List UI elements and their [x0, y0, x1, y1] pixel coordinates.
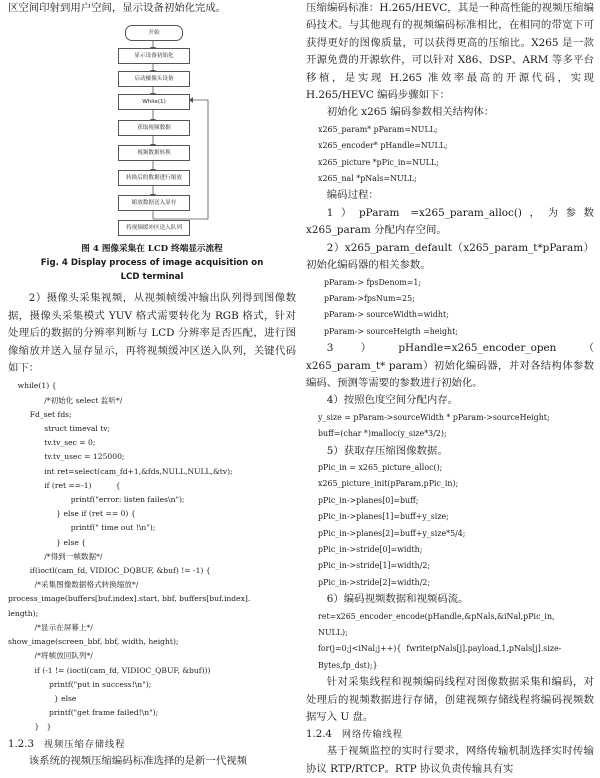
code-line: pParam-> sourceHeigth =height; — [324, 326, 458, 336]
code-line: printf("put in success!\n"); — [8, 679, 152, 689]
code-line: Fd_set fds; — [8, 409, 72, 419]
flow-convert: 视频数据转换 — [118, 145, 190, 161]
code-line: while(1) { — [8, 381, 57, 391]
process-title: 编码过程： — [326, 189, 379, 202]
flow-camera-start: 启动摄像头设备 — [118, 71, 190, 87]
code-line: printf(" time out !\n"); — [8, 523, 156, 533]
code-line: ret=x265_encoder_encode(pHandle,&pNals,&iNal,pPic_in, — [318, 611, 555, 621]
step-2: 2）x265_param_default（x265_param_t*pParam）初始化编码器的相关参数。 — [306, 241, 594, 272]
code-line: process_image(buffers[buf.index].start, bbf, buffers[buf.index]. — [8, 594, 251, 604]
code-line: x265_encoder* pHandle=NULL; — [318, 141, 448, 151]
figure-caption-en-1: Fig. 4 Display process of image acquisition on — [40, 258, 264, 269]
section-1-2-3 — [8, 736, 296, 753]
code-line: /*显示在屏幕上*/ — [8, 622, 93, 632]
flow-display-init: 显示设备初始化 — [118, 48, 190, 64]
section-number: 1.2.4 — [306, 729, 332, 741]
code-line: pPic_in->stride[2]=width/2; — [318, 577, 431, 587]
code-line: /*采集图像数据格式转换缩放*/ — [8, 580, 139, 590]
code-line: tv.tv_usec = 125000; — [8, 452, 125, 462]
code-line: Bytes,fp_dst);} — [318, 660, 378, 670]
section-number: 1.2.3 — [8, 738, 34, 750]
code-line: length); — [8, 608, 39, 618]
step-4: 4）按照色度空间分配内存。 — [326, 394, 459, 407]
code-line: } else — [8, 693, 77, 703]
right-para-end: 针对采集线程和视频编码线程对图像数据采集和编码，对处理后的视频数据进行存储，创建视频存储线程将编码视频数据写入 U 盘。 — [306, 676, 594, 724]
code-line: x265_picture *pPic_in=NULL; — [318, 157, 439, 167]
init-title: 初始化 x265 编码参数相关结构体： — [326, 106, 495, 119]
alloc-code-block — [306, 410, 594, 443]
left-para-top: 区空间印射到用户空间，显示设备初始化完成。 — [8, 2, 227, 14]
code-line: for(j=0;j<iNal;j++){ fwrite(pNals[j].payload,1,pNals[j].size- — [318, 644, 562, 654]
flow-get-frame: 获取视频数据 — [118, 120, 190, 136]
code-line: } } — [8, 722, 52, 732]
right-column — [306, 0, 594, 778]
init-code-block — [306, 122, 594, 188]
code-line: x265_picture_init(pParam,pPic_in); — [318, 479, 459, 489]
step-5: 5）获取存压缩图像数据。 — [326, 444, 448, 457]
right-para-1: 压缩编码标准：H.265/HEVC，其是一种高性能的视频压缩编码技术。与其他现有的视频编码标准相比，在相同的带宽下可获得更好的图像质量，可以获得更高的压缩比。X265 是一款开源免费的开源软件，可以针对 X86、DSP、ARM 等多平台移植，是实现 H.265 准效率最高的开源代码，实现 H.265/HEVC 编码步骤如下： — [306, 2, 594, 102]
section-title: 网络传输线程 — [341, 729, 404, 741]
code-line: x265_nal *pNals=NULL; — [318, 174, 417, 184]
picture-code-block — [306, 460, 594, 591]
code-line: x265_param* pParam=NULL; — [318, 124, 438, 134]
code-line: pPic_in->planes[2]=buff+y_size*5/4; — [318, 528, 466, 538]
code-line: pPic_in->planes[0]=buff; — [318, 495, 419, 505]
code-line: pPic_in->planes[1]=buff+y_size; — [318, 512, 449, 522]
code-line: struct timeval tv; — [8, 424, 111, 434]
code-line: pParam-> fpsDenom=1; — [324, 277, 422, 287]
step-3: 3）pHandle=x265_encoder_open（ x265_param_t* param）初始化编码器，并对各结构体参数编码、预测等需要的参数进行初始化。 — [306, 342, 594, 389]
code-line: pPic_in = x265_picture_alloc(); — [318, 462, 443, 472]
code-line: y_size = pParam->sourceWidth * pParam->sourceHeight; — [318, 412, 550, 422]
code-line: /*将帧放回队列*/ — [8, 651, 93, 661]
step-1: 1）pParam =x265_param_alloc()，为参数 x265_param 分配内存空间。 — [306, 206, 594, 237]
left-para-2: 2）摄像头采集视频，从视频帧缓冲输出队列得到图像数据，摄像头采集模式 YUV 格式需要转化为 RGB 格式，针对处理后的数据的分辨率判断与 LCD 分辨率是否匹配，进行图像缩放并送入显存显示，再将视频缓冲区送入队列，关键代码如下： — [8, 292, 296, 375]
code-line: if (-1 != (ioctl(cam_fd, VIDIOC_QBUF, &buf))) — [8, 665, 211, 675]
flow-enqueue-buffer: 将视频缓冲区送入队列 — [118, 220, 190, 236]
code-line: /*初始化 select 监听*/ — [8, 395, 123, 405]
right-para-last: 基于视频监控的实时行要求，网络传输机制选择实时传输协议 RTP/RTCP。RTP 协议负责传输具有实 — [306, 745, 594, 775]
left-code-block — [8, 379, 296, 734]
flow-while: While(1) — [118, 94, 190, 110]
code-line: pPic_in->stride[1]=width/2; — [318, 561, 431, 571]
code-line: buff=(char *)malloc(y_size*3/2); — [318, 429, 447, 439]
code-line: if (ret ==-1) { — [8, 480, 121, 490]
flow-start: 开始 — [125, 25, 183, 41]
code-line: } else if (ret == 0) { — [8, 509, 136, 519]
param-code-block — [306, 275, 594, 341]
flow-scale: 转换后的数据进行缩放 — [118, 170, 190, 186]
code-line: pParam->fpsNum=25; — [324, 293, 415, 303]
figure-caption-cn: 图 4 图像采集在 LCD 终端显示流程 — [81, 244, 223, 255]
code-line: pParam-> sourceWidth=widht; — [324, 310, 449, 320]
code-line: show_image(screen_bbf, bbf, width, height); — [8, 637, 179, 647]
code-line: int ret=select(cam_fd+1,&fds,NULL,NULL,&tv); — [8, 466, 233, 476]
code-line: tv.tv_sec = 0; — [8, 438, 96, 448]
encode-code-block — [306, 609, 594, 675]
code-line: /*得到一帧数据*/ — [8, 551, 103, 561]
left-para-last: 该系统的视频压缩编码标准选择的是新一代视频 — [28, 754, 247, 767]
flow-enqueue-cache: 缩放数据送入显存 — [118, 195, 190, 211]
code-line: printf("error: listen failes\n"); — [8, 495, 185, 505]
left-column — [8, 0, 296, 770]
step-6: 6）编码视频数据和视频码流。 — [326, 593, 469, 606]
section-title: 视频压缩存储线程 — [43, 738, 126, 750]
section-1-2-4 — [306, 726, 594, 743]
code-line: pPic_in->stride[0]=width; — [318, 545, 423, 554]
flowchart — [8, 25, 296, 225]
code-line: printf("get frame failed!\n"); — [8, 708, 159, 718]
figure-caption-en-2: LCD terminal — [120, 272, 184, 283]
code-line: } else { — [8, 537, 87, 547]
code-line: NULL); — [318, 628, 348, 638]
code-line: if(ioctl(cam_fd, VIDIOC_DQBUF, &buf) != -1) { — [8, 566, 211, 576]
